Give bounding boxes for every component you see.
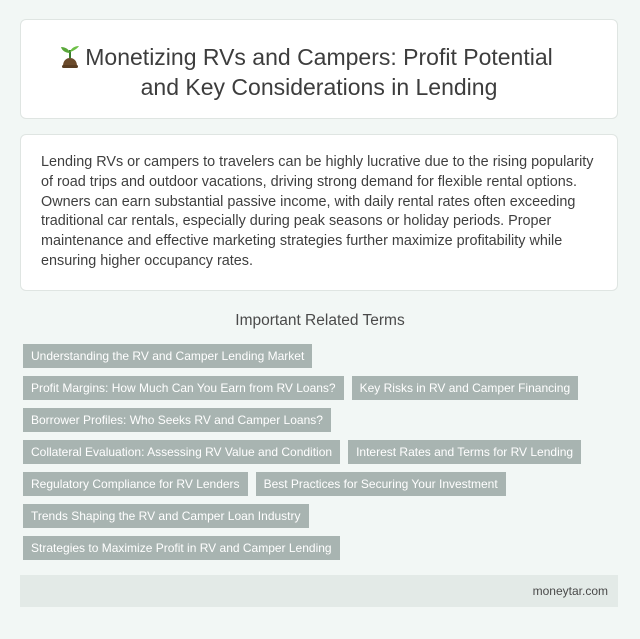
related-term-tag[interactable]: Key Risks in RV and Camper Financing — [352, 376, 579, 400]
summary-text: Lending RVs or campers to travelers can be highly lucrative due to the rising popularity of road trips and outdoor vacations, driving strong demand for flexible rental options. Owners can earn substantial passive income, with daily rental rates often exceeding traditional car rentals, especially during peak seasons or holiday periods. Proper maintenance and effective marketing strategies further maximize profitability while ensuring higher occupancy rates. — [41, 154, 594, 269]
title-card — [20, 19, 618, 119]
related-terms-heading: Important Related Terms — [235, 312, 405, 329]
related-term-tag[interactable]: Strategies to Maximize Profit in RV and Camper Lending — [23, 536, 340, 560]
related-terms-row — [23, 408, 623, 432]
related-terms-row — [23, 440, 623, 464]
related-term-tag[interactable]: Regulatory Compliance for RV Lenders — [23, 472, 248, 496]
related-term-tag[interactable]: Interest Rates and Terms for RV Lending — [348, 440, 581, 464]
related-terms-row — [23, 376, 623, 400]
related-term-tag[interactable]: Profit Margins: How Much Can You Earn from RV Loans? — [23, 376, 344, 400]
page-title-line-1: Monetizing RVs and Campers: Profit Potential — [85, 44, 553, 70]
related-term-tag[interactable]: Collateral Evaluation: Assessing RV Value and Condition — [23, 440, 340, 464]
related-terms-row — [23, 472, 623, 496]
footer-site-link[interactable]: moneytar.com — [532, 584, 608, 598]
related-terms-row — [23, 504, 623, 528]
related-terms-list — [23, 344, 623, 568]
related-terms-row — [23, 344, 623, 368]
related-term-tag[interactable]: Borrower Profiles: Who Seeks RV and Camper Loans? — [23, 408, 331, 432]
page-title-line-2: and Key Considerations in Lending — [140, 74, 498, 100]
footer — [20, 575, 618, 607]
summary-card — [20, 134, 618, 291]
related-terms-row — [23, 536, 623, 560]
related-term-tag[interactable]: Trends Shaping the RV and Camper Loan Industry — [23, 504, 309, 528]
related-term-tag[interactable]: Understanding the RV and Camper Lending Market — [23, 344, 312, 368]
related-term-tag[interactable]: Best Practices for Securing Your Investment — [256, 472, 506, 496]
page-title — [21, 42, 617, 102]
